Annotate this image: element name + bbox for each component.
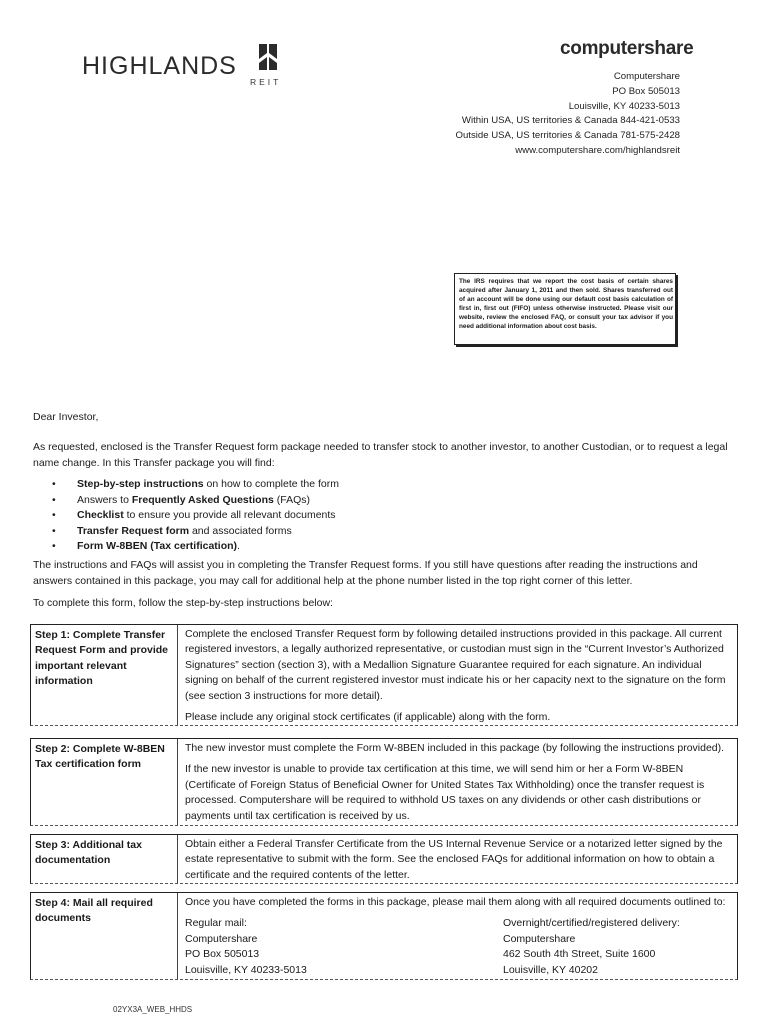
address-line: PO Box 505013 bbox=[612, 85, 680, 97]
step-paragraph: Obtain either a Federal Transfer Certificate from the US Internal Revenue Service or a notarized letter signed by the estate representative to submit with the form. See the enclosed FAQs for additional information on how to obtain a certificate and the required contents of the letter. bbox=[185, 838, 723, 881]
regular-mail-address: Regular mail: Computershare PO Box 505013 Louisville, KY 40233-5013 bbox=[185, 917, 307, 976]
salutation: Dear Investor, bbox=[33, 411, 99, 423]
divider bbox=[177, 625, 178, 725]
divider bbox=[177, 835, 178, 883]
irs-cost-basis-notice: The IRS requires that we report the cost basis of certain shares acquired after January 1, 2011 and then sold. Shares transferred out of an account will be done using our default cost basis calculation of first in, first out (FIFO) unless otherwise instructed. Please visit our website, review the enclosed FAQ, or consult your tax advisor if you need additional information about cost basis. bbox=[454, 273, 676, 345]
step-paragraph: If the new investor is unable to provide tax certification at this time, we will send him or her a Form W-8BEN (Certificate of Foreign Status of Beneficial Owner for United States Tax Withholding) once the transfer request is processed. Computershare will be required to withhold US taxes on any dividends or other cash distributions or payments until tax certification is received by us. bbox=[185, 763, 705, 822]
step-2-box bbox=[30, 738, 738, 826]
step-paragraph: Complete the enclosed Transfer Request form by following detailed instructions provided in this package. All current registered investors, a legally authorized representative, or custodian must sign in the “Current Investor’s Authorized Signatures” section (section 3), with a Medallion Signature Guarantee required for each signature. An individual signing on behalf of the current registered investor must indicate his or her capacity next to the signature on the form (see section 3 instructions for more detail). bbox=[185, 628, 726, 702]
highlands-reit-label: REIT bbox=[250, 77, 282, 87]
list-item: • Checklist to ensure you provide all relevant documents bbox=[52, 509, 336, 522]
step-content bbox=[185, 627, 730, 731]
highlands-logo-icon bbox=[256, 42, 280, 72]
step-content bbox=[185, 837, 730, 889]
overnight-delivery-address: Overnight/certified/registered delivery: Computershare 462 South 4th Street, Suite 1600 Louisville, KY 40202 bbox=[503, 917, 680, 976]
help-paragraph: The instructions and FAQs will assist you in completing the Transfer Request forms. If you still have questions after reading the instructions and answers contained in this package, you may call for additional help at the phone number listed in the top right corner of this letter. bbox=[33, 559, 698, 587]
address-line: Within USA, US territories & Canada 844-421-0533 bbox=[461, 115, 680, 127]
highlands-logo-text: HIGHLANDS bbox=[82, 52, 237, 80]
list-item: • Transfer Request form and associated forms bbox=[52, 524, 292, 537]
return-address bbox=[455, 70, 680, 159]
list-item: • Answers to Frequently Asked Questions (FAQs) bbox=[52, 493, 311, 506]
address-line: Louisville, KY 40233-5013 bbox=[568, 100, 680, 112]
address-line: Computershare bbox=[613, 71, 680, 82]
step-3-box bbox=[30, 834, 738, 884]
step-1-box bbox=[30, 624, 738, 726]
step-paragraph: The new investor must complete the Form W-8BEN included in this package (by following the instructions provided). bbox=[185, 742, 725, 754]
step-label: Step 2: Complete W-8BEN Tax certification form bbox=[35, 743, 165, 771]
computershare-logo: computershare bbox=[560, 38, 694, 59]
divider bbox=[177, 739, 178, 825]
package-contents-list bbox=[52, 477, 339, 555]
intro-paragraph: As requested, enclosed is the Transfer Request form package needed to transfer stock to another investor, to another Custodian, or to request a legal name change. In this Transfer package you will find: bbox=[33, 441, 728, 469]
list-item: • Step-by-step instructions on how to complete the form bbox=[52, 478, 340, 490]
list-item: • Form W-8BEN (Tax certification). bbox=[52, 540, 240, 553]
step-content bbox=[185, 741, 730, 830]
step-label: Step 1: Complete Transfer Request Form and provide important relevant information bbox=[35, 629, 169, 688]
step-content bbox=[185, 895, 730, 980]
website-link[interactable]: www.computershare.com/highlandsreit bbox=[515, 144, 680, 156]
form-code: 02YX3A_WEB_HHDS bbox=[113, 1005, 193, 1014]
instructions-lead: To complete this form, follow the step-by-step instructions below: bbox=[33, 597, 333, 609]
step-4-box bbox=[30, 892, 738, 980]
step-paragraph: Once you have completed the forms in this package, please mail them along with all required documents outlined to: bbox=[185, 896, 726, 908]
step-paragraph: Please include any original stock certificates (if applicable) along with the form. bbox=[185, 711, 551, 724]
divider bbox=[177, 893, 178, 979]
step-label: Step 3: Additional tax documentation bbox=[35, 839, 142, 867]
address-line: Outside USA, US territories & Canada 781-575-2428 bbox=[455, 130, 680, 142]
step-label: Step 4: Mail all required documents bbox=[35, 897, 153, 925]
mailing-addresses bbox=[185, 916, 730, 980]
